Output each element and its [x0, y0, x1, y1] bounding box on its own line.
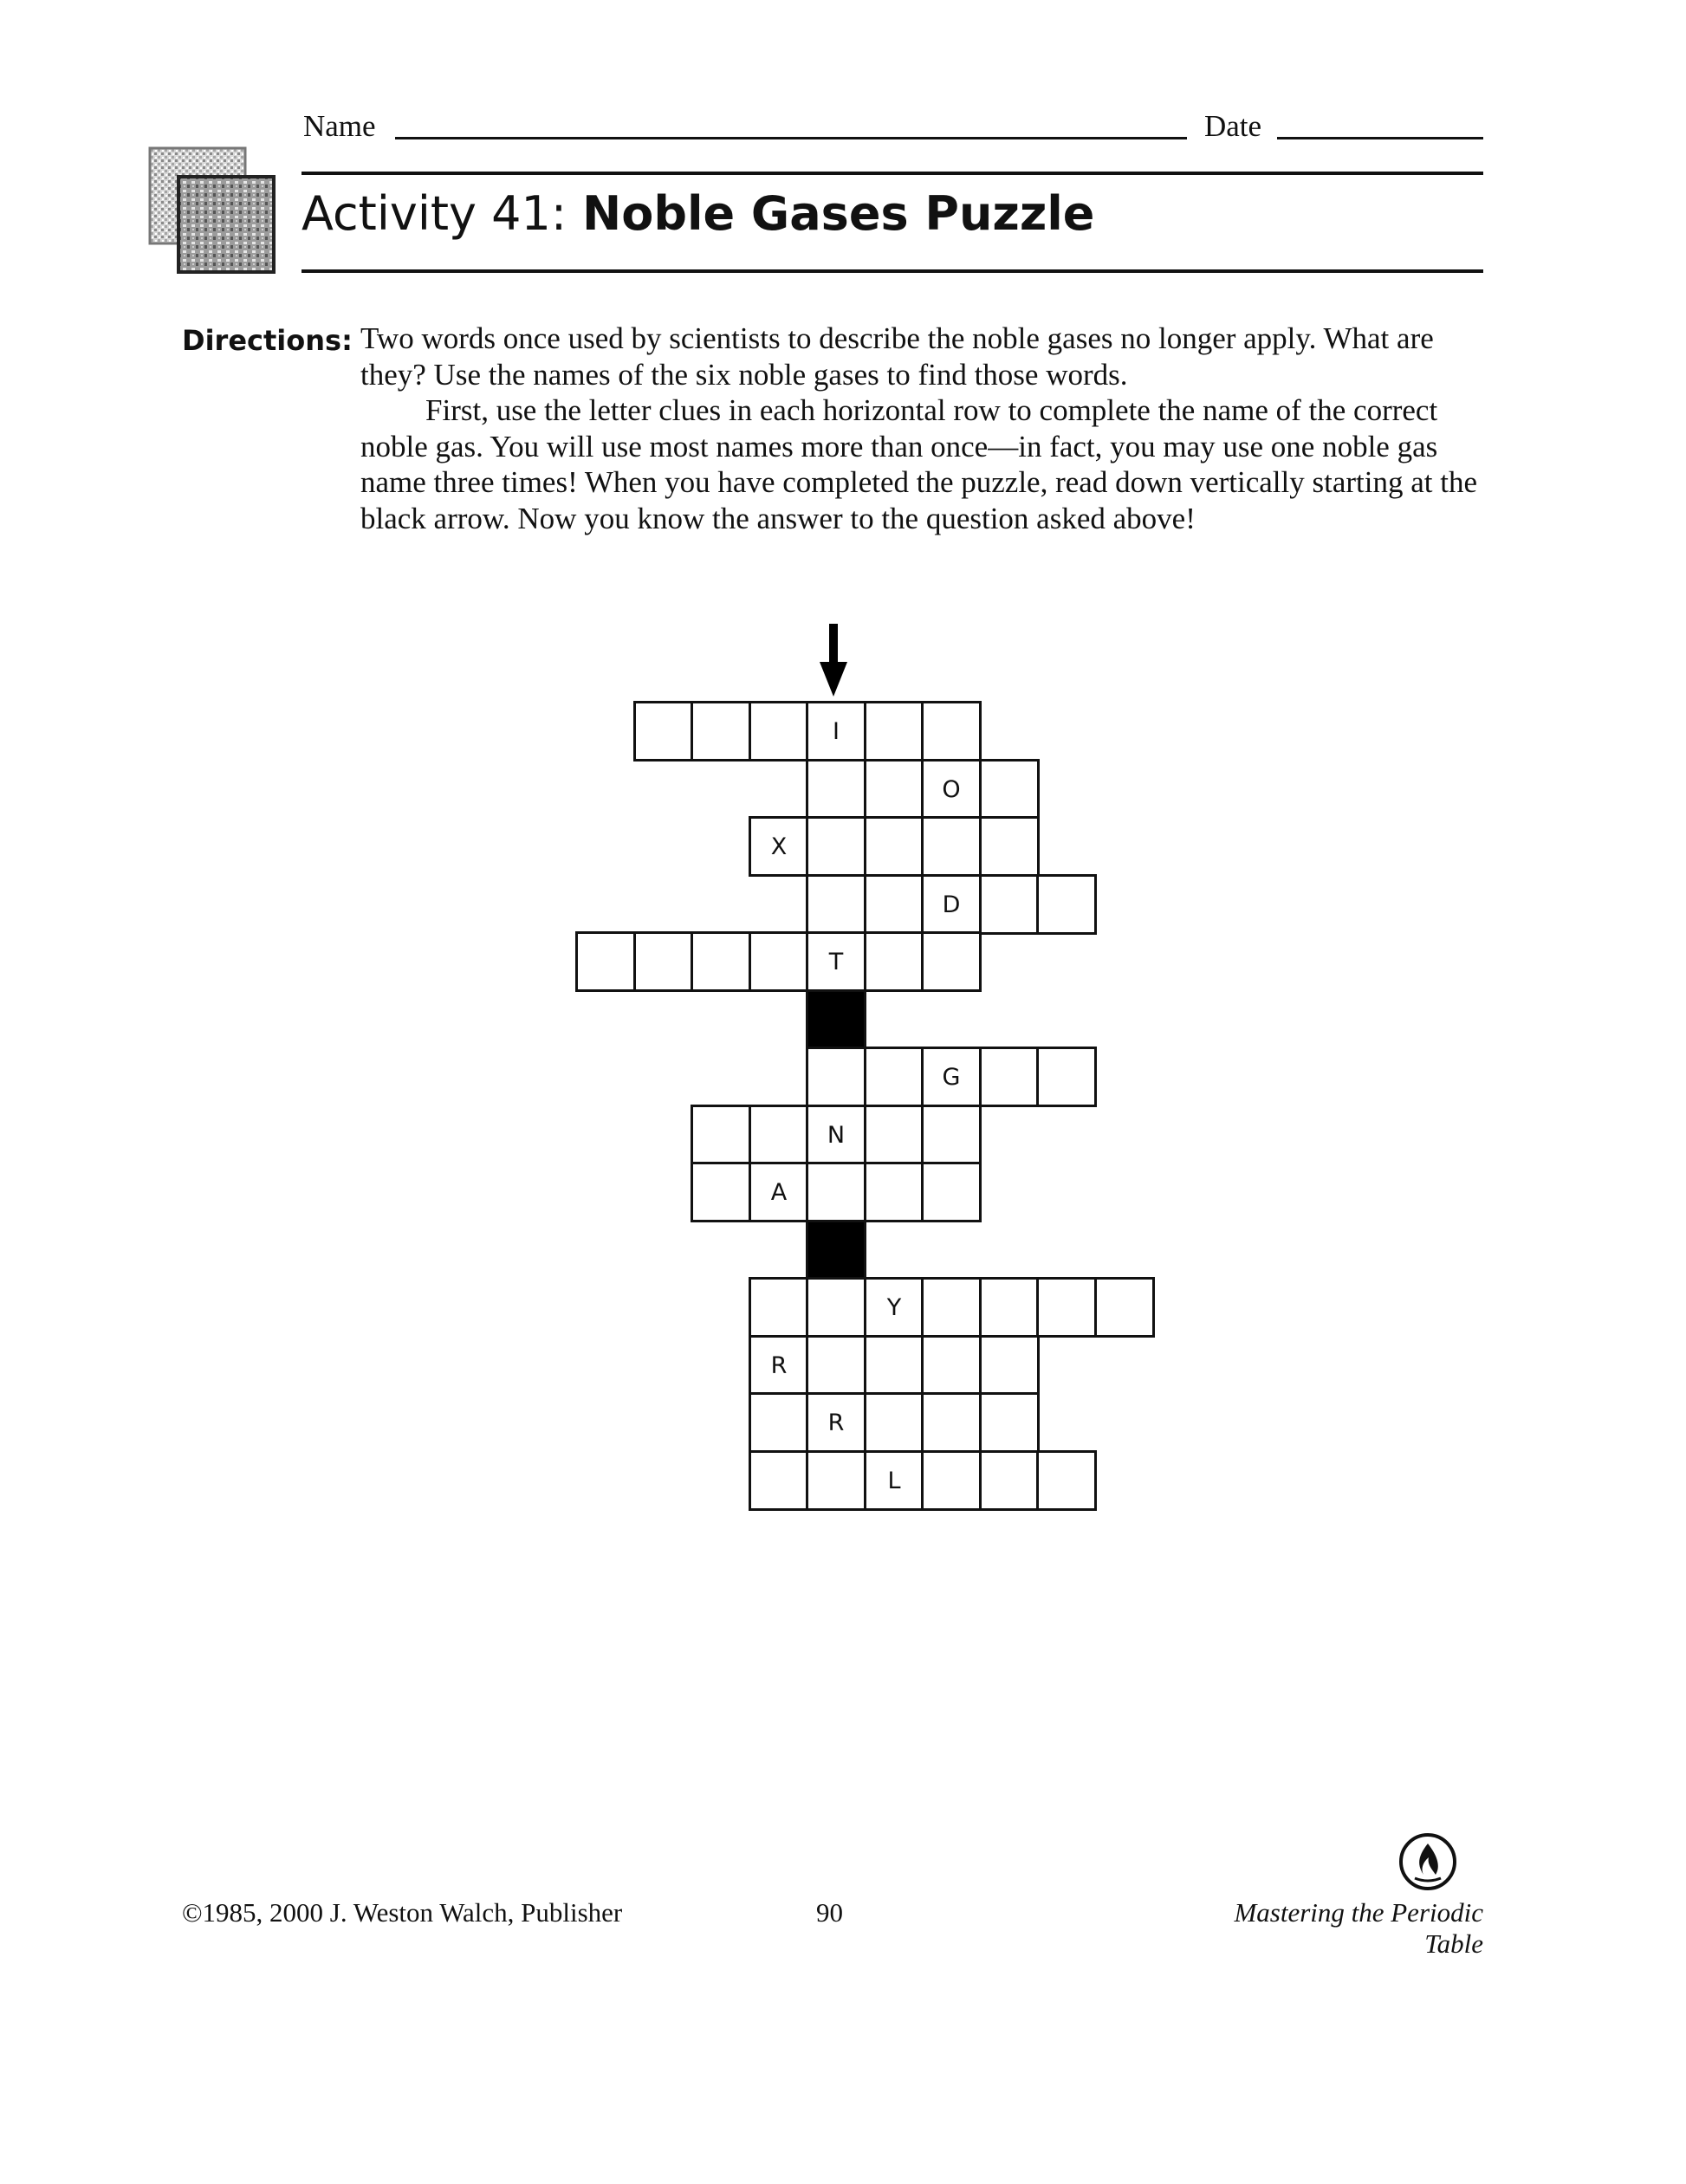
puzzle-cell[interactable]: [633, 931, 694, 992]
puzzle-cell[interactable]: [864, 931, 924, 992]
puzzle-cell[interactable]: [691, 1105, 751, 1165]
puzzle-cell[interactable]: [864, 701, 924, 761]
name-label: Name: [303, 109, 376, 143]
puzzle-cell[interactable]: [921, 1335, 982, 1396]
puzzle-cell[interactable]: [864, 1450, 924, 1511]
directions-label: Directions:: [182, 324, 353, 357]
puzzle-cell[interactable]: [864, 1392, 924, 1453]
puzzle-clue-letter: G: [942, 1063, 961, 1091]
activity-name: Noble Gases Puzzle: [582, 186, 1095, 241]
puzzle-clue-letter: L: [887, 1467, 901, 1494]
puzzle-cell[interactable]: [979, 1450, 1040, 1511]
puzzle-cell[interactable]: [864, 1335, 924, 1396]
puzzle-cell[interactable]: [749, 1277, 809, 1338]
puzzle-clue-letter: X: [770, 833, 788, 860]
puzzle-cell[interactable]: [749, 1450, 809, 1511]
puzzle-cell[interactable]: [979, 1047, 1040, 1107]
puzzle-cell[interactable]: [864, 1162, 924, 1222]
publisher-logo-icon: [1397, 1831, 1458, 1892]
puzzle-clue-letter: R: [770, 1351, 788, 1379]
activity-logo-icon: [147, 146, 277, 275]
date-label: Date: [1204, 109, 1262, 143]
puzzle-cell[interactable]: [691, 701, 751, 761]
puzzle-cell[interactable]: [1094, 1277, 1155, 1338]
puzzle-answer-cell[interactable]: [806, 1162, 866, 1222]
puzzle-cell[interactable]: [921, 1277, 982, 1338]
book-title: Mastering the Periodic Table: [1234, 1897, 1483, 1959]
puzzle-answer-cell[interactable]: [806, 874, 866, 935]
puzzle-answer-cell[interactable]: [806, 816, 866, 877]
puzzle-cell[interactable]: [864, 759, 924, 820]
puzzle-cell[interactable]: [749, 1162, 809, 1222]
puzzle-clue-letter: D: [942, 891, 961, 918]
puzzle-cell[interactable]: [921, 701, 982, 761]
puzzle-clue-letter: R: [827, 1409, 845, 1436]
puzzle-cell[interactable]: [921, 816, 982, 877]
puzzle-clue-letter: I: [833, 717, 840, 745]
puzzle-clue-letter: Y: [886, 1293, 902, 1321]
directions-paragraph-2: First, use the letter clues in each horizontal row to complete the name of the correct noble gas. You will use most names more than once—in fact, you may use one noble gas name three times! When you have completed the puzzle, read down vertically starting at the black arrow. Now you know the answer to the question asked above!: [360, 393, 1478, 535]
puzzle-clue-letter: A: [770, 1178, 788, 1206]
directions-text: [360, 321, 1487, 536]
puzzle-answer-cell[interactable]: [806, 1047, 866, 1107]
puzzle-answer-cell[interactable]: [806, 759, 866, 820]
puzzle-cell[interactable]: [979, 1392, 1040, 1453]
puzzle-cell[interactable]: [979, 874, 1040, 935]
puzzle-clue-letter: T: [828, 948, 844, 975]
puzzle-cell[interactable]: [691, 1162, 751, 1222]
puzzle-answer-cell[interactable]: [806, 1335, 866, 1396]
puzzle-cell[interactable]: [633, 701, 694, 761]
puzzle-cell[interactable]: [749, 816, 809, 877]
puzzle-answer-cell[interactable]: [806, 1277, 866, 1338]
puzzle-cell[interactable]: [749, 1335, 809, 1396]
puzzle-answer-cell[interactable]: [806, 1105, 866, 1165]
puzzle-cell[interactable]: [1036, 1277, 1097, 1338]
title-top-rule: [302, 172, 1483, 175]
puzzle-cell[interactable]: [921, 874, 982, 935]
date-field[interactable]: [1277, 137, 1483, 139]
copyright-text: ©1985, 2000 J. Weston Walch, Publisher: [182, 1897, 623, 1928]
puzzle-cell[interactable]: [979, 759, 1040, 820]
puzzle-cell[interactable]: [749, 701, 809, 761]
puzzle-cell[interactable]: [1036, 874, 1097, 935]
puzzle-answer-cell[interactable]: [806, 931, 866, 992]
puzzle-cell[interactable]: [864, 1047, 924, 1107]
puzzle-cell[interactable]: [921, 1162, 982, 1222]
name-field[interactable]: [395, 137, 1187, 139]
down-arrow-icon: [816, 624, 851, 697]
puzzle-cell[interactable]: [979, 1277, 1040, 1338]
puzzle-cell[interactable]: [921, 1047, 982, 1107]
puzzle-cell[interactable]: [921, 1450, 982, 1511]
puzzle-answer-cell[interactable]: [806, 1450, 866, 1511]
puzzle-cell[interactable]: [921, 1392, 982, 1453]
puzzle-cell[interactable]: [575, 931, 636, 992]
puzzle-cell[interactable]: [691, 931, 751, 992]
puzzle-cell[interactable]: [864, 1277, 924, 1338]
puzzle-black-cell: [806, 989, 866, 1050]
puzzle-cell[interactable]: [979, 816, 1040, 877]
puzzle-cell[interactable]: [864, 874, 924, 935]
directions-paragraph-1: Two words once used by scientists to describe the noble gases no longer apply. What are they? Use the names of the six noble gases to find those words.: [360, 321, 1434, 392]
puzzle-cell[interactable]: [921, 1105, 982, 1165]
page-number: 90: [816, 1897, 843, 1928]
puzzle-cell[interactable]: [749, 1392, 809, 1453]
puzzle-cell[interactable]: [921, 931, 982, 992]
puzzle-cell[interactable]: [749, 1105, 809, 1165]
puzzle-answer-cell[interactable]: [806, 1392, 866, 1453]
puzzle-cell[interactable]: [979, 1335, 1040, 1396]
puzzle-cell[interactable]: [1036, 1047, 1097, 1107]
puzzle-cell[interactable]: [921, 759, 982, 820]
title-bottom-rule: [302, 269, 1483, 273]
puzzle-cell[interactable]: [864, 816, 924, 877]
activity-number: Activity 41:: [302, 186, 567, 241]
puzzle-clue-letter: N: [827, 1121, 846, 1149]
puzzle-cell[interactable]: [864, 1105, 924, 1165]
puzzle-cell[interactable]: [749, 931, 809, 992]
activity-title: [302, 186, 1094, 241]
puzzle-clue-letter: O: [942, 775, 961, 803]
puzzle-black-cell: [806, 1220, 866, 1280]
puzzle-cell[interactable]: [1036, 1450, 1097, 1511]
puzzle-answer-cell[interactable]: [806, 701, 866, 761]
